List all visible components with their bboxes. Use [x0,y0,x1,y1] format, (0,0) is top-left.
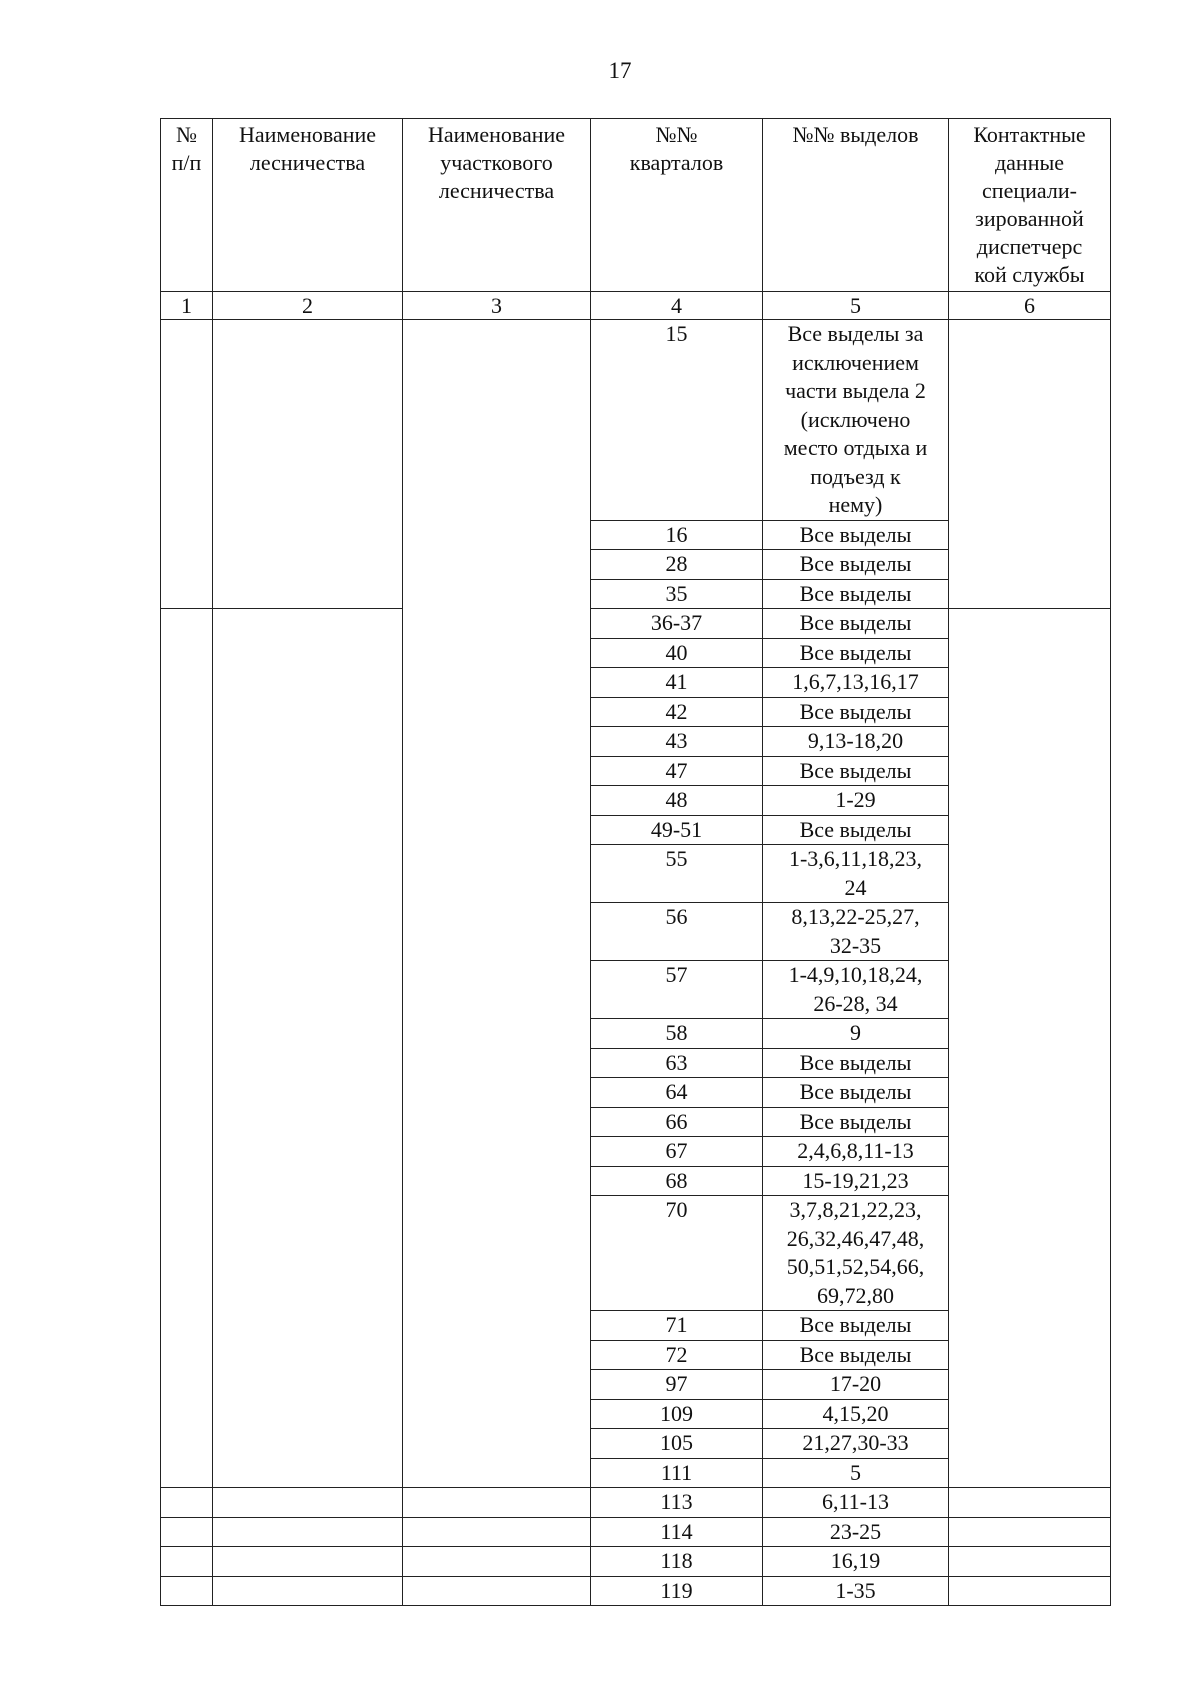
allotments-cell: 1-29 [763,786,949,816]
header-forestry: Наименование лесничества [213,119,403,292]
quarter-cell: 63 [591,1048,763,1078]
district-forestry-cell [403,1517,591,1547]
allotments-cell: 5 [763,1458,949,1488]
table-row [161,320,1111,521]
header-contacts: Контактные данные специали- зированной диспетчерс кой службы [949,119,1111,292]
allotments-cell: Все выделы [763,550,949,580]
header-allotments: №№ выделов [763,119,949,292]
num-cell [161,1517,213,1547]
column-number: 1 [161,292,213,320]
allotments-cell: 9,13-18,20 [763,727,949,757]
quarter-cell: 40 [591,638,763,668]
num-cell [161,609,213,1488]
header-row [161,119,1111,292]
quarter-cell: 41 [591,668,763,698]
quarter-cell: 70 [591,1196,763,1311]
allotments-cell: Все выделы [763,1107,949,1137]
quarter-cell: 15 [591,320,763,521]
table-row [161,609,1111,639]
quarter-cell: 55 [591,845,763,903]
table-row [161,1547,1111,1577]
forestry-cell [213,1488,403,1518]
quarter-cell: 111 [591,1458,763,1488]
allotments-cell: 23-25 [763,1517,949,1547]
allotments-cell: Все выделы [763,579,949,609]
allotments-cell: 1-3,6,11,18,23, 24 [763,845,949,903]
num-cell [161,1488,213,1518]
allotments-cell: Все выделы [763,1048,949,1078]
contacts-cell [949,1547,1111,1577]
quarter-cell: 35 [591,579,763,609]
table-body [161,320,1111,1606]
allotments-cell: 8,13,22-25,27, 32-35 [763,903,949,961]
allotments-cell: Все выделы [763,1078,949,1108]
allotments-cell: 1,6,7,13,16,17 [763,668,949,698]
allotments-cell: 2,4,6,8,11-13 [763,1137,949,1167]
quarter-cell: 42 [591,697,763,727]
table-row [161,1488,1111,1518]
page-number: 17 [608,58,632,83]
contacts-cell [949,1488,1111,1518]
column-number: 5 [763,292,949,320]
quarter-cell: 48 [591,786,763,816]
forestry-cell [213,1547,403,1577]
quarter-cell: 28 [591,550,763,580]
allotments-cell: Все выделы [763,638,949,668]
allotments-cell: 6,11-13 [763,1488,949,1518]
forestry-cell [213,1576,403,1606]
forestry-cell [213,609,403,1488]
quarter-cell: 71 [591,1311,763,1341]
district-forestry-cell [403,320,591,1488]
quarter-cell: 97 [591,1370,763,1400]
num-cell [161,1576,213,1606]
district-forestry-cell [403,1576,591,1606]
forestry-cell [213,1517,403,1547]
quarter-cell: 47 [591,756,763,786]
quarter-cell: 16 [591,520,763,550]
allotments-cell: 16,19 [763,1547,949,1577]
quarter-cell: 57 [591,961,763,1019]
column-number: 4 [591,292,763,320]
contacts-cell [949,1576,1111,1606]
allotments-cell: 15-19,21,23 [763,1166,949,1196]
allotments-cell: Все выделы [763,756,949,786]
num-cell [161,320,213,609]
allotments-cell: 1-35 [763,1576,949,1606]
quarter-cell: 113 [591,1488,763,1518]
quarter-cell: 67 [591,1137,763,1167]
district-forestry-cell [403,1547,591,1577]
header-district-forestry: Наименование участкового лесничества [403,119,591,292]
allotments-cell: Все выделы [763,1340,949,1370]
header-num: № п/п [161,119,213,292]
district-forestry-cell [403,1488,591,1518]
quarter-cell: 114 [591,1517,763,1547]
allotments-cell: Все выделы [763,1311,949,1341]
num-cell [161,1547,213,1577]
forest-quarters-table [160,118,1111,1606]
table-row [161,1517,1111,1547]
contacts-cell [949,320,1111,609]
allotments-cell: Все выделы [763,520,949,550]
allotments-cell: Все выделы [763,609,949,639]
allotments-cell: 3,7,8,21,22,23, 26,32,46,47,48, 50,51,52,54,66, 69,72,80 [763,1196,949,1311]
allotments-cell: Все выделы [763,815,949,845]
column-number: 3 [403,292,591,320]
column-number: 6 [949,292,1111,320]
quarter-cell: 119 [591,1576,763,1606]
quarter-cell: 36-37 [591,609,763,639]
allotments-cell: 21,27,30-33 [763,1429,949,1459]
quarter-cell: 66 [591,1107,763,1137]
quarter-cell: 58 [591,1019,763,1049]
allotments-cell: 17-20 [763,1370,949,1400]
quarter-cell: 68 [591,1166,763,1196]
allotments-cell: 9 [763,1019,949,1049]
quarter-cell: 118 [591,1547,763,1577]
allotments-cell: 4,15,20 [763,1399,949,1429]
allotments-cell: Все выделы [763,697,949,727]
quarter-cell: 105 [591,1429,763,1459]
forestry-cell [213,320,403,609]
quarter-cell: 49-51 [591,815,763,845]
quarter-cell: 109 [591,1399,763,1429]
column-number-row [161,292,1111,320]
quarter-cell: 56 [591,903,763,961]
header-quarters: №№ кварталов [591,119,763,292]
contacts-cell [949,1517,1111,1547]
quarter-cell: 64 [591,1078,763,1108]
column-number: 2 [213,292,403,320]
allotments-cell: Все выделы за исключением части выдела 2 (исключено место отдыха и подъезд к нему) [763,320,949,521]
contacts-cell [949,609,1111,1488]
quarter-cell: 72 [591,1340,763,1370]
quarter-cell: 43 [591,727,763,757]
allotments-cell: 1-4,9,10,18,24, 26-28, 34 [763,961,949,1019]
table-row [161,1576,1111,1606]
